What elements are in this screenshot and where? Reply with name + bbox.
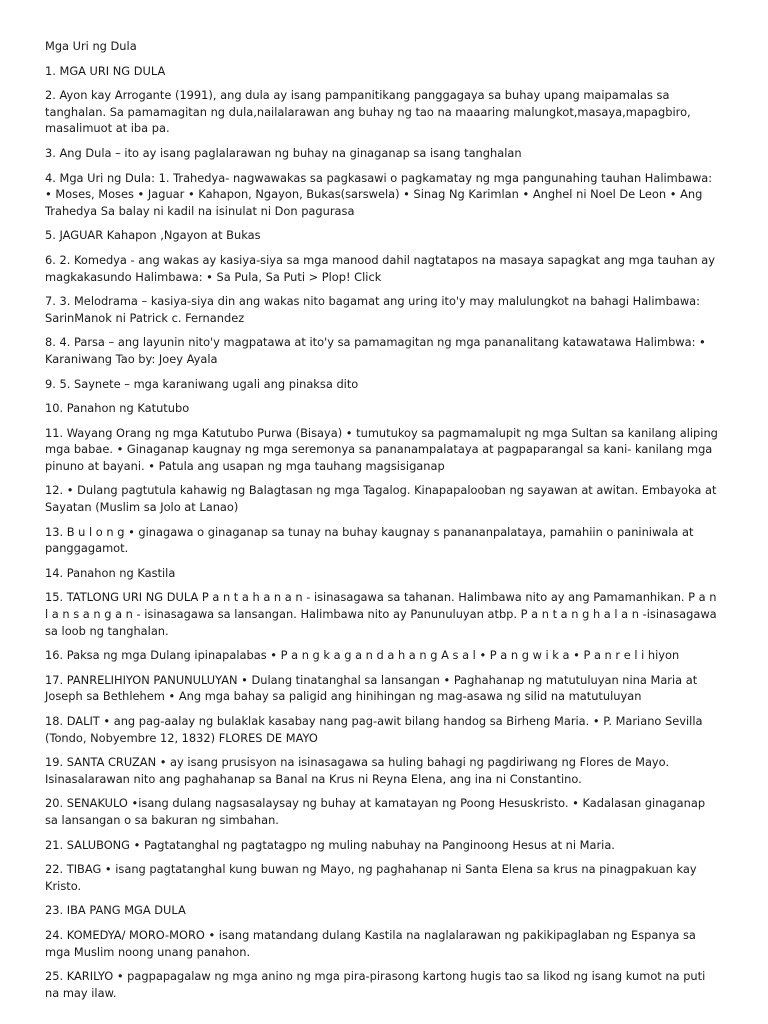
paragraph-17: 17. PANRELIHIYON PANUNULUYAN • Dulang tinatanghal sa lansangan • Paghahanap ng matutuluyan nina Maria at Joseph sa Bethlehem • Ang mga bahay sa paligid ang hinihingan ng mag-asawa ng silid na matutuluyan xyxy=(45,672,698,704)
paragraph-13: 13. B u l o n g • ginagawa o ginaganap sa tunay na buhay kaugnay s panananpalataya, pamahiin o paniniwala at panggagamot. xyxy=(45,524,694,556)
paragraph-7: 7. 3. Melodrama – kasiya-siya din ang wakas nito bagamat ang uring ito'y may malulungkot na bahagi Halimbawa: SarinManok ni Patrick c. Fernandez xyxy=(45,294,700,325)
paragraph-21: 21. SALUBONG • Pagtatanghal ng pagtatagpo ng muling nabuhay na Panginoong Hesus at ni Maria. xyxy=(45,837,615,852)
paragraph-4: 4. Mga Uri ng Dula: 1. Trahedya- nagwawakas sa pagkasawi o pagkamatay ng mga pangunahing tauhan Halimbawa: • Moses, Moses • Jaguar • Kahapon, Ngayon, Bukas(sarswela) • Sinag Ng Karimlan • Anghel ni Noel De Leon • Ang Trahedya Sa balay ni kadil na isinulat ni Don pagurasa xyxy=(45,170,713,218)
paragraph-8: 8. 4. Parsa – ang layunin nito'y magpatawa at ito'y sa pamamagitan ng mga pananalitang katawatawa Halimbwa: • Karaniwang Tao by: Joey Ayala xyxy=(45,335,706,366)
document-title: Mga Uri ng Dula xyxy=(45,39,137,53)
paragraph-25: 25. KARILYO • pagpapagalaw ng mga anino ng mga pira-pirasong kartong hugis tao sa likod ng isang kumot na puti na may ilaw. xyxy=(45,969,706,1000)
paragraph-24: 24. KOMEDYA/ MORO-MORO • isang matandang dulang Kastila na naglalarawan ng pakikipaglaban ng Espanya sa mga Muslim noong unang panahon. xyxy=(45,927,696,959)
document-body xyxy=(45,38,721,1009)
paragraph-23: 23. IBA PANG MGA DULA xyxy=(45,903,186,918)
paragraph-19: 19. SANTA CRUZAN • ay isang prusisyon na isinasagawa sa huling bahagi ng pagdiriwang ng Flores de Mayo. Isinasalarawan nito ang paghahanap sa Banal na Krus ni Reyna Elena, ang ina ni Constantino. xyxy=(45,755,670,786)
paragraph-15: 15. TATLONG URI NG DULA P a n t a h a n a n - isinasagawa sa tahanan. Halimbawa nito ay ang Pamamanhikan. P a n l a n s a n g a n - isinasagawa sa lansangan. Halimbawa nito ay Panunuluyan atbp. P a n t a n g h a l a n -isinasagawa sa loob ng tanghalan. xyxy=(45,590,717,638)
paragraph-5: 5. JAGUAR Kahapon ,Ngayon at Bukas xyxy=(45,228,261,243)
paragraph-18: 18. DALIT • ang pag-aalay ng bulaklak kasabay nang pag-awit bilang handog sa Birheng Maria. • P. Mariano Sevilla (Tondo, Nobyembre 12, 1832) FLORES DE MAYO xyxy=(45,714,703,745)
paragraph-20: 20. SENAKULO •isang dulang nagsasalaysay ng buhay at kamatayan ng Poong Hesuskristo. • Kadalasan ginaganap sa lansangan o sa bakuran ng simbahan. xyxy=(45,796,706,827)
paragraph-6: 6. 2. Komedya - ang wakas ay kasiya-siya sa mga manood dahil nagtatapos na masaya sapagkat ang mga tauhan ay magkakasundo Halimbawa: • Sa Pula, Sa Puti > Plop! Click xyxy=(45,252,715,284)
paragraph-2: 2. Ayon kay Arrogante (1991), ang dula ay isang pampanitikang panggagaya sa buhay upang maipamalas sa tanghalan. Sa pamamagitan ng dula,nailalarawan ang buhay ng tao na maaaring malungkot,masaya,mapagbiro, masalimuot at iba pa. xyxy=(45,88,691,136)
paragraph-10: 10. Panahon ng Katutubo xyxy=(45,401,190,416)
paragraph-16: 16. Paksa ng mga Dulang ipinapalabas • P a n g k a g a n d a h a n g A s a l • P a n g w i k a • P a n r e l i hiyon xyxy=(45,648,680,663)
paragraph-22: 22. TIBAG • isang pagtatanghal kung buwan ng Mayo, ng paghahanap ni Santa Elena sa krus na pinagpakuan kay Kristo. xyxy=(45,862,697,893)
paragraph-12: 12. • Dulang pagtutula kahawig ng Balagtasan ng mga Tagalog. Kinapapalooban ng sayawan at awitan. Embayoka at Sayatan (Muslim sa Jolo at Lanao) xyxy=(45,483,717,515)
paragraph-14: 14. Panahon ng Kastila xyxy=(45,565,176,580)
paragraph-9: 9. 5. Saynete – mga karaniwang ugali ang pinaksa dito xyxy=(45,376,359,391)
paragraph-3: 3. Ang Dula – ito ay isang paglalarawan ng buhay na ginaganap sa isang tanghalan xyxy=(45,145,522,160)
paragraph-1: 1. MGA URI NG DULA xyxy=(45,63,166,78)
paragraph-11: 11. Wayang Orang ng mga Katutubo Purwa (Bisaya) • tumutukoy sa pagmamalupit ng mga Sultan sa kanilang aliping mga babae. • Ginaganap kaugnay ng mga seremonya sa pananampalataya at pagpaparangal sa kani- kanilang mga pinuno at bayani. • Patula ang usapan ng mga tauhang magsisiganap xyxy=(45,425,718,473)
